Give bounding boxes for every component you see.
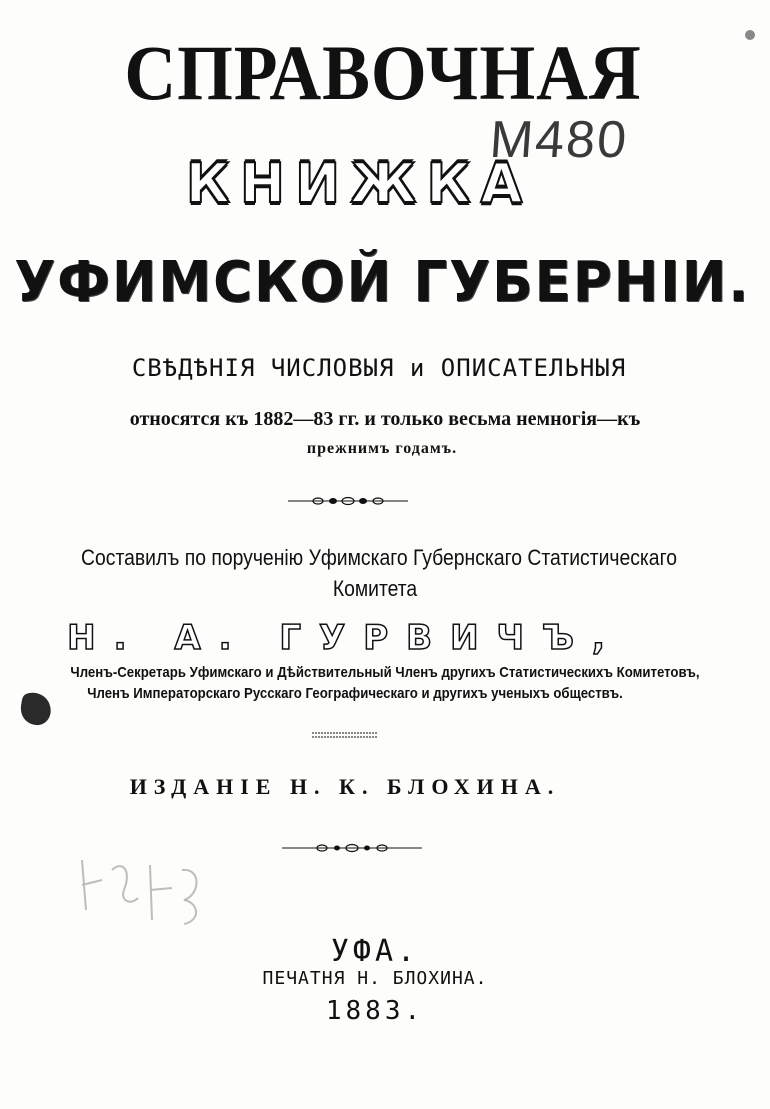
title-line-3: УФИМСКОЙ ГУБЕРНІИ.	[14, 250, 751, 315]
ink-blot-mark	[18, 690, 54, 728]
title-line-1: СПРАВОЧНАЯ	[124, 29, 642, 116]
ornament-divider-3	[282, 843, 422, 853]
subtitle-line-2: относятся къ 1882—83 гг. и только весьма немногія—къ	[129, 408, 641, 430]
faint-handwritten-mark	[72, 840, 212, 940]
imprint-city: УФА.	[330, 934, 420, 969]
imprint-year: 1883.	[325, 996, 425, 1026]
edition-line: ИЗДАНІЕ Н. К. БЛОХИНА.	[129, 774, 561, 799]
ornament-divider-2	[312, 730, 378, 740]
subtitle-line-3: прежнимъ годамъ.	[306, 440, 458, 457]
compiled-by-line-2: Комитета	[332, 576, 418, 601]
author-role-line-1: Членъ-Секретарь Уфимскаго и Дѣйствительный Членъ другихъ Статистическихъ Комитетовъ,	[70, 664, 700, 681]
shelfmark-handwritten: M480	[487, 111, 631, 169]
author-name: Н. А. ГУРВИЧЪ,	[67, 618, 623, 658]
title-line-2: КНИЖКА	[185, 152, 533, 215]
subtitle-line-1: СВѢДѢНІЯ ЧИСЛОВЫЯ и ОПИСАТЕЛЬНЫЯ	[131, 354, 627, 382]
author-role-line-2: Членъ Императорскаго Русскаго Географическаго и другихъ ученыхъ обществъ.	[87, 685, 623, 702]
ornament-divider-1	[288, 496, 408, 506]
print-speck	[745, 30, 755, 40]
imprint-press: ПЕЧАТНЯ Н. БЛОХИНА.	[262, 968, 488, 989]
compiled-by-line-1: Составилъ по порученію Уфимскаго Губернскаго Статистическаго	[81, 545, 677, 570]
